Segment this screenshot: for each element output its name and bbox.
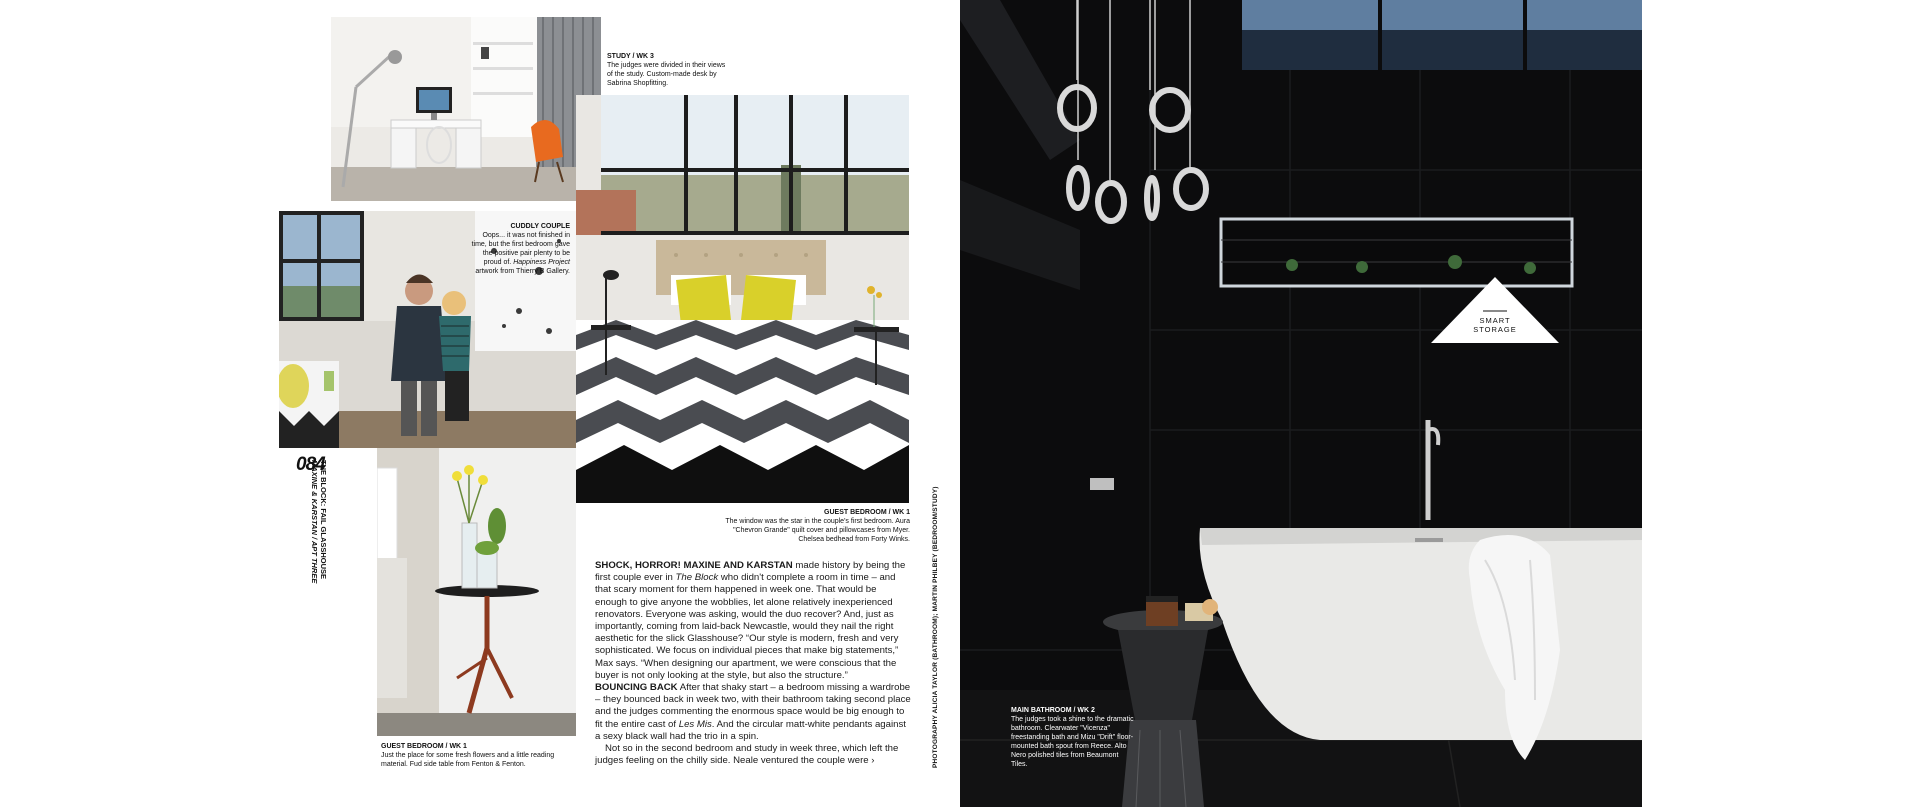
article-text: After that shaky start – a bedroom missing a wardrobe – they bounced back in week two, with their bathroom taking second place and the judges commenting the enormous space would be big enough to fit the entire cast of bbox=[595, 682, 911, 730]
article-text: made history by being the first couple ever in bbox=[595, 560, 906, 584]
article-italic: Les Mis bbox=[678, 718, 712, 730]
photo-credit: PHOTOGRAPHY ALICIA TAYLOR (BATHROOM); MARTIN PHILBEY (BEDROOM/STUDY) bbox=[932, 486, 939, 768]
caption-cuddly-title: CUDDLY COUPLE bbox=[510, 223, 570, 230]
caption-guest1-title: GUEST BEDROOM / WK 1 bbox=[824, 509, 910, 516]
page-number: 084 bbox=[296, 454, 325, 475]
caption-cuddly bbox=[470, 222, 570, 276]
article-text: who didn't complete a room in time – and that scary moment for them happened in week one. That would be enough to give anyone the wobblies, let alone relatively inexperienced renovators. Everyone was asking, would the duo recover? And, just as importantly, coming from laid-back Newcastle, would they nail the right aesthetic for the slick Glasshouse? “Our style is modern, fresh and very sophisticated. We focus on individual pieces that make big statements,” Max says. “When designing our apartment, we were conscious that the buyer is not only looking at the style, but also the structure.” bbox=[595, 572, 899, 681]
article-lead-1: SHOCK, HORROR! MAXINE AND KARSTAN bbox=[595, 560, 793, 571]
article-lead-2: BOUNCING BACK bbox=[595, 682, 678, 694]
article-italic: The Block bbox=[675, 572, 719, 584]
article-paragraph-2 bbox=[595, 682, 911, 743]
caption-bathroom-title: MAIN BATHROOM / WK 2 bbox=[1011, 707, 1095, 714]
caption-cuddly-text-b: Happiness Project bbox=[513, 259, 570, 266]
caption-study-title: STUDY / WK 3 bbox=[607, 53, 654, 60]
badge-line2: STORAGE bbox=[1473, 325, 1517, 334]
article-body bbox=[595, 560, 911, 767]
caption-cuddly-text-a: Oops... it was not finished in time, but the first bedroom gave the positive pair plenty to be proud of. bbox=[471, 232, 570, 266]
side-table-photo bbox=[377, 448, 576, 736]
running-head-line1: THE BLOCK: FAIL GLASSHOUSE bbox=[319, 460, 328, 580]
caption-bathroom bbox=[1011, 706, 1136, 769]
caption-bathroom-text: The judges took a shine to the dramatic bathroom. Clearwater "Vicenza" freestanding bath and Mizu "Drift" floor-mounted bath spout from Reece. Alto Nero polished tiles from Beaumont Tiles. bbox=[1011, 716, 1134, 768]
running-head bbox=[310, 460, 328, 583]
study-photo bbox=[331, 17, 601, 201]
article-paragraph-3: Not so in the second bedroom and study in week three, which left the judges feeling on the chilly side. Neale ventured the couple were › bbox=[595, 743, 899, 767]
article-paragraph-1 bbox=[595, 560, 911, 682]
running-head-line2: MAXINE & KARSTAN / APT THREE bbox=[310, 460, 319, 584]
bathroom-photo bbox=[960, 0, 1642, 807]
smart-storage-badge bbox=[1431, 277, 1559, 343]
caption-guest1-text: The window was the star in the couple's first bedroom. Aura "Chevron Grande" quilt cover and pillowcases from Myer. Chelsea bedhead from Forty Winks. bbox=[725, 518, 910, 543]
article-text: . And the circular matt-white pendants against a sexy black wall had the trio in a spin. bbox=[595, 718, 906, 742]
caption-cuddly-text-c: artwork from Thierry B Gallery. bbox=[475, 268, 570, 275]
caption-guest-bedroom-1 bbox=[720, 508, 910, 544]
bedroom-photo bbox=[576, 95, 909, 503]
caption-study bbox=[607, 52, 727, 88]
caption-study-text: The judges were divided in their views of the study. Custom-made desk by Sabrina Shopfitting. bbox=[607, 62, 726, 87]
badge-line1: SMART bbox=[1479, 316, 1511, 325]
caption-guest2-title: GUEST BEDROOM / WK 1 bbox=[381, 743, 467, 750]
caption-guest-bedroom-2 bbox=[381, 742, 581, 769]
caption-guest2-text: Just the place for some fresh flowers and a little reading material. Fud side table from Fenton & Fenton. bbox=[381, 752, 555, 768]
